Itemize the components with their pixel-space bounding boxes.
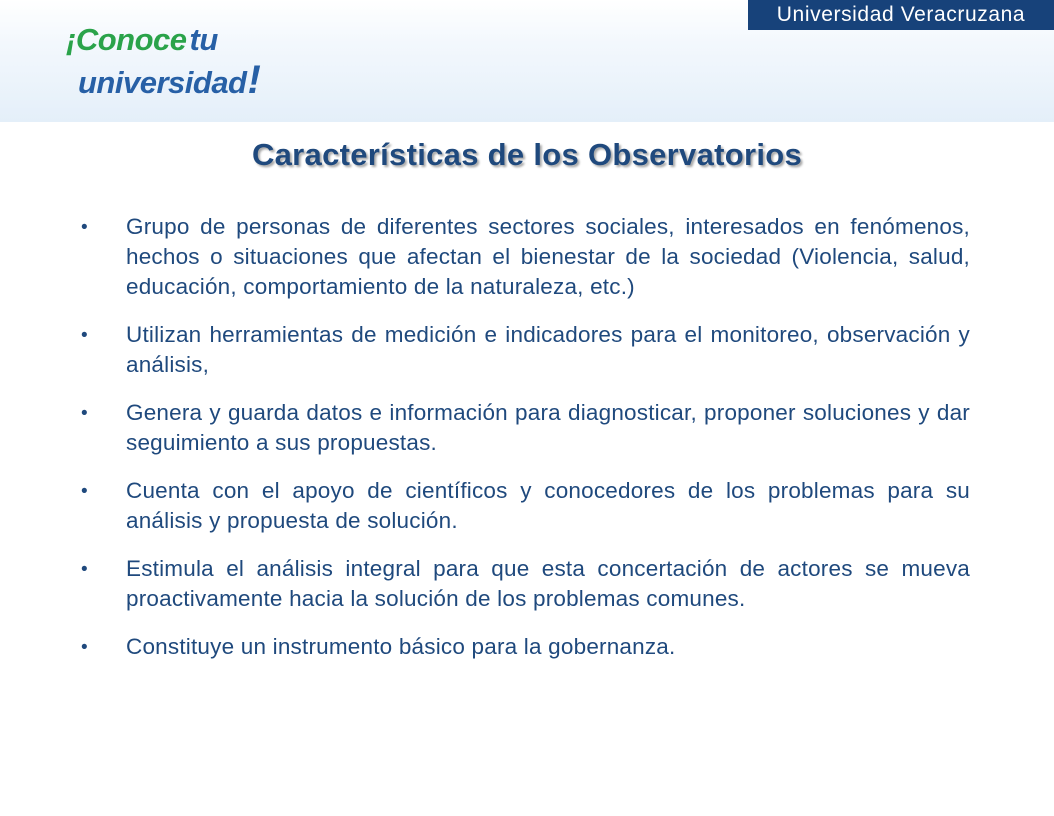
bullet-marker: •	[81, 217, 88, 238]
logo-exclamation: !	[247, 58, 261, 102]
logo-line-2	[78, 58, 260, 103]
university-name: Universidad Veracruzana	[776, 3, 1026, 26]
bullet-marker: •	[81, 559, 88, 580]
logo-conoce-text: ¡Conoce	[66, 22, 187, 57]
bullet-list	[81, 212, 970, 680]
logo-tu-text: tu	[189, 22, 218, 57]
bullet-item	[81, 320, 970, 380]
bullet-marker: •	[81, 325, 88, 346]
logo-line-1	[66, 22, 218, 58]
bullet-text: Constituye un instrumento básico para la gobernanza.	[126, 634, 676, 659]
bullet-item	[81, 554, 970, 614]
bullet-text: Estimula el análisis integral para que esta concertación de actores se mueva proactivamente hacia la solución de los problemas comunes.	[126, 556, 970, 611]
logo-universidad-text: universidad	[78, 65, 247, 100]
bullet-marker: •	[81, 637, 88, 658]
bullet-item	[81, 476, 970, 536]
bullet-text: Genera y guarda datos e información para diagnosticar, proponer soluciones y dar seguimiento a sus propuestas.	[126, 400, 970, 455]
bullet-text: Utilizan herramientas de medición e indicadores para el monitoreo, observación y análisis,	[126, 322, 970, 377]
bullet-item	[81, 212, 970, 302]
bullet-item	[81, 398, 970, 458]
bullet-marker: •	[81, 481, 88, 502]
bullet-marker: •	[81, 403, 88, 424]
bullet-text: Grupo de personas de diferentes sectores sociales, interesados en fenómenos, hechos o situaciones que afectan el bienestar de la sociedad (Violencia, salud, educación, comportamiento de la naturaleza, etc.)	[126, 214, 970, 299]
bullet-text: Cuenta con el apoyo de científicos y conocedores de los problemas para su análisis y propuesta de solución.	[126, 478, 970, 533]
slide-title: Características de los Observatorios	[251, 137, 803, 172]
conoce-tu-universidad-logo	[66, 22, 276, 102]
university-name-badge	[748, 0, 1054, 30]
bullet-item	[81, 632, 970, 662]
